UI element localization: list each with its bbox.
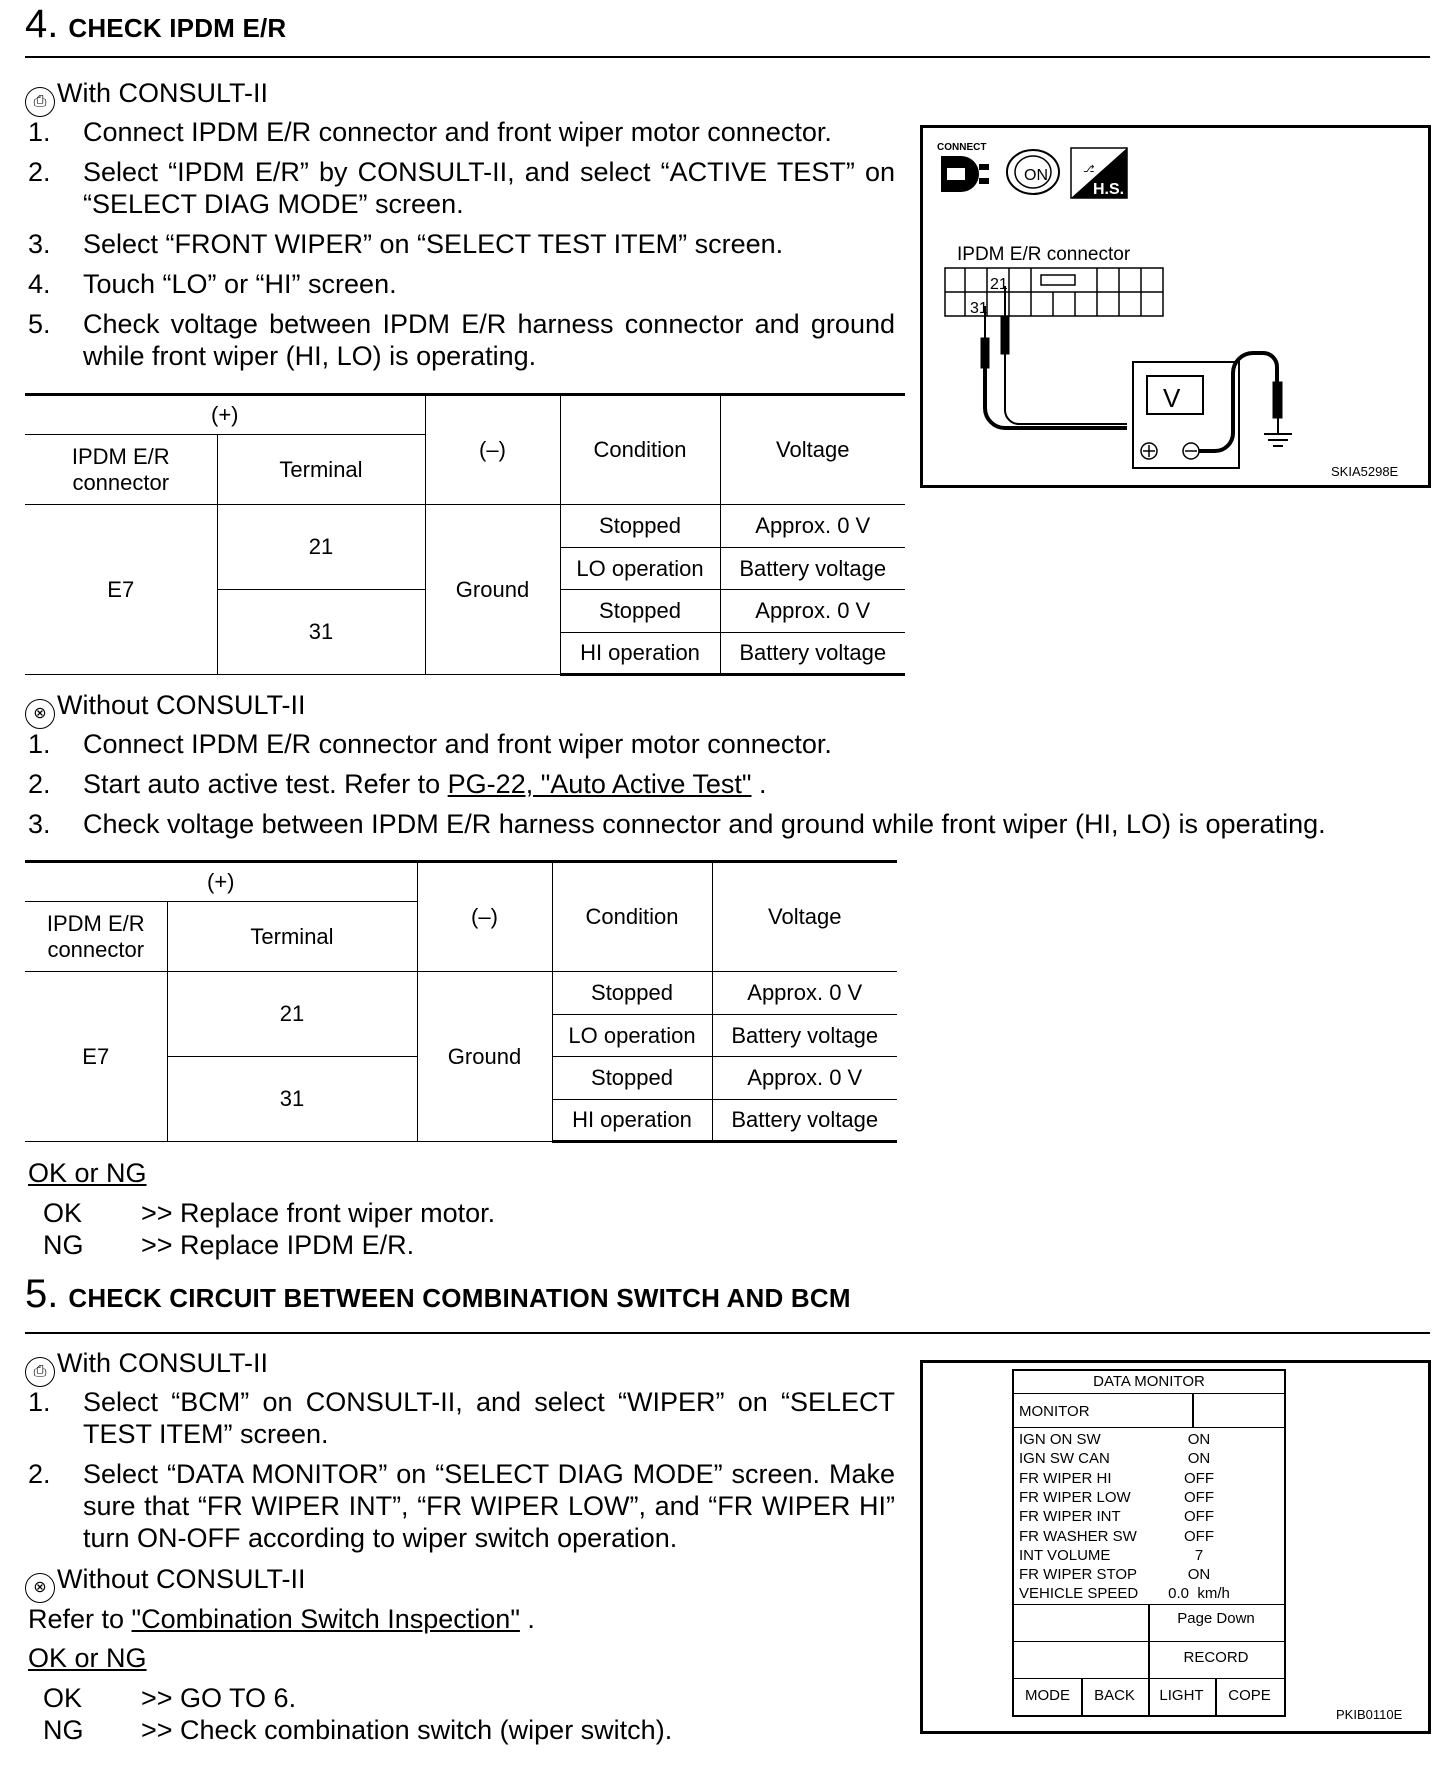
list-item: 1. Connect IPDM E/R connector and front wiper motor connector. <box>28 117 832 147</box>
monitor-item-value: 0.0 km/h <box>1168 1585 1230 1603</box>
connect-icon <box>937 142 989 192</box>
without-consult-heading <box>25 690 306 729</box>
monitor-item-name: FR WIPER HI <box>1019 1469 1112 1487</box>
terminal-cell: 21 <box>167 972 417 1057</box>
connector-header: IPDM E/R connector <box>25 902 167 972</box>
condition-cell: LO operation <box>560 548 720 590</box>
monitor-item-name: FR WIPER STOP <box>1019 1566 1138 1584</box>
step-4-heading <box>25 2 286 47</box>
terminal-cell: 31 <box>217 590 425 675</box>
step-title: CHECK IPDM E/R <box>68 13 287 43</box>
list-item: 3. Select “FRONT WIPER” on “SELECT TEST ITEM” screen. <box>28 229 784 259</box>
without-consult-label: Without CONSULT-II <box>57 690 306 720</box>
figure-code: PKIB0110E <box>1336 1707 1403 1722</box>
voltage-cell: Approx. 0 V <box>720 505 905 548</box>
monitor-item-value: 7 <box>1194 1546 1204 1564</box>
condition-cell: Stopped <box>552 972 712 1015</box>
condition-cell: Stopped <box>560 590 720 633</box>
list-item: 2. Select “IPDM E/R” by CONSULT-II, and select “ACTIVE TEST” on “SELECT DIAG MODE” screen. <box>28 157 895 219</box>
step-title: CHECK CIRCUIT BETWEEN COMBINATION SWITCH AND BCM <box>68 1283 851 1313</box>
monitor-item-name: FR WIPER INT <box>1019 1508 1121 1526</box>
refer-line: Refer to "Combination Switch Inspection" . <box>28 1604 535 1634</box>
voltage-cell: Battery voltage <box>720 633 905 675</box>
connector-cell: E7 <box>25 972 167 1142</box>
data-monitor-screen <box>1012 1369 1286 1717</box>
data-monitor-title: DATA MONITOR <box>1093 1373 1205 1390</box>
monitor-item-name: IGN ON SW <box>1019 1431 1101 1448</box>
voltage-cell: Approx. 0 V <box>712 1057 897 1100</box>
result-ng: NG >> Check combination switch (wiper switch). <box>43 1715 673 1745</box>
page-down-button[interactable]: Page Down <box>1177 1610 1255 1627</box>
voltmeter-icon <box>1133 362 1239 468</box>
monitor-item-name: VEHICLE SPEED <box>1019 1585 1139 1603</box>
light-button[interactable]: LIGHT <box>1159 1687 1204 1704</box>
with-consult-heading <box>25 78 268 117</box>
svg-text:CONNECT: CONNECT <box>937 142 987 153</box>
no-consult-icon: ⊗ <box>25 699 55 729</box>
copy-button[interactable]: COPE <box>1228 1687 1271 1704</box>
result-ok: OK >> Replace front wiper motor. <box>43 1198 496 1228</box>
connector-check-figure <box>920 125 1431 488</box>
with-consult-label: With CONSULT-II <box>57 1348 269 1378</box>
voltage-cell: Battery voltage <box>720 548 905 590</box>
ground-cell: Ground <box>417 972 552 1142</box>
without-consult-steps <box>25 728 1430 848</box>
monitor-label: MONITOR <box>1019 1403 1090 1420</box>
svg-text:V: V <box>1163 383 1181 413</box>
back-button[interactable]: BACK <box>1094 1687 1135 1704</box>
auto-active-test-link[interactable]: PG-22, "Auto Active Test" <box>447 769 752 799</box>
with-consult-label: With CONSULT-II <box>57 78 269 108</box>
pin-31-label: 31 <box>970 300 988 317</box>
minus-header: (–) <box>425 395 560 505</box>
condition-cell: Stopped <box>560 505 720 548</box>
record-button[interactable]: RECORD <box>1183 1649 1249 1666</box>
svg-text:ON: ON <box>1024 167 1048 184</box>
terminal-cell: 21 <box>217 505 425 590</box>
voltage-header: Voltage <box>712 862 897 972</box>
no-consult-icon: ⊗ <box>25 1573 55 1603</box>
condition-cell: HI operation <box>560 633 720 675</box>
monitor-item-name: INT VOLUME <box>1019 1546 1111 1564</box>
result-ng: NG >> Replace IPDM E/R. <box>43 1230 415 1260</box>
result-ok: OK >> GO TO 6. <box>43 1683 297 1713</box>
svg-text:⎇: ⎇ <box>1083 164 1095 175</box>
combination-switch-inspection-link[interactable]: "Combination Switch Inspection" <box>131 1604 520 1634</box>
monitor-item-value: ON <box>1187 1566 1211 1584</box>
figure-code: SKIA5298E <box>1331 464 1399 479</box>
condition-header: Condition <box>552 862 712 972</box>
terminal-header: Terminal <box>167 902 417 972</box>
connector-header: IPDM E/R connector <box>25 435 217 505</box>
ground-cell: Ground <box>425 505 560 675</box>
section-divider <box>25 1332 1430 1334</box>
step-5-heading <box>25 1272 851 1317</box>
monitor-item-value: OFF <box>1184 1527 1214 1545</box>
voltage-table-without-consult <box>25 860 897 1143</box>
connector-cell: E7 <box>25 505 217 675</box>
plus-header: (+) <box>25 395 425 435</box>
minus-header: (–) <box>417 862 552 972</box>
monitor-item-value: ON <box>1187 1450 1211 1468</box>
monitor-item-value: OFF <box>1184 1469 1214 1487</box>
monitor-item-value: ON <box>1187 1431 1211 1448</box>
ok-or-ng-label: OK or NG <box>28 1643 147 1673</box>
connector-label: IPDM E/R connector <box>957 244 1131 265</box>
terminal-cell: 31 <box>167 1057 417 1142</box>
list-item: 4. Touch “LO” or “HI” screen. <box>28 269 397 299</box>
voltage-cell: Battery voltage <box>712 1100 897 1142</box>
list-item: 5. Check voltage between IPDM E/R harness connector and ground while front wiper (HI, LO) is operating. <box>28 309 895 371</box>
ok-or-ng-label: OK or NG <box>28 1158 147 1188</box>
list-item: 2. Select “DATA MONITOR” on “SELECT DIAG MODE” screen. Make sure that “FR WIPER INT”, “FR WIPER LOW”, and “FR WIPER HI” turn ON-OFF according to wiper switch operation. <box>28 1459 895 1553</box>
condition-cell: LO operation <box>552 1015 712 1057</box>
with-consult-steps <box>25 1386 895 1562</box>
svg-text:H.S.: H.S. <box>1093 181 1125 198</box>
voltage-cell: Approx. 0 V <box>720 590 905 633</box>
connector-diagram <box>923 128 1428 485</box>
consult-icon: ⎙ <box>25 87 55 117</box>
list-item: 2. Start auto active test. Refer to PG-22, "Auto Active Test" . <box>28 769 767 799</box>
terminal-header: Terminal <box>217 435 425 505</box>
with-consult-heading <box>25 1348 268 1387</box>
monitor-item-value: OFF <box>1184 1488 1214 1506</box>
monitor-item-value: OFF <box>1184 1508 1214 1526</box>
ignition-on-icon <box>1007 150 1059 194</box>
mode-button[interactable]: MODE <box>1025 1687 1070 1704</box>
voltage-table-with-consult <box>25 393 905 676</box>
voltage-cell: Battery voltage <box>712 1015 897 1057</box>
monitor-item-name: FR WASHER SW <box>1019 1527 1137 1545</box>
voltage-cell: Approx. 0 V <box>712 972 897 1015</box>
condition-cell: Stopped <box>552 1057 712 1100</box>
meter-probes <box>981 286 1127 428</box>
without-consult-label: Without CONSULT-II <box>57 1564 306 1594</box>
section-divider <box>25 56 1430 58</box>
plus-header: (+) <box>25 862 417 902</box>
step-number: 5. <box>25 1272 59 1316</box>
consult-icon: ⎙ <box>25 1357 55 1387</box>
list-item: 3. Check voltage between IPDM E/R harness connector and ground while front wiper (HI, LO) is operating. <box>28 809 1326 839</box>
step-number: 4. <box>25 2 59 46</box>
condition-header: Condition <box>560 395 720 505</box>
pin-21-label: 21 <box>990 276 1008 293</box>
without-consult-heading <box>25 1564 306 1603</box>
monitor-item-name: IGN SW CAN <box>1019 1450 1110 1468</box>
list-item: 1. Connect IPDM E/R connector and front wiper motor connector. <box>28 729 832 759</box>
with-consult-steps <box>25 116 895 380</box>
list-item: 1. Select “BCM” on CONSULT-II, and select “WIPER” on “SELECT TEST ITEM” screen. <box>28 1387 895 1449</box>
monitor-item-name: FR WIPER LOW <box>1019 1488 1131 1506</box>
condition-cell: HI operation <box>552 1100 712 1142</box>
voltage-header: Voltage <box>720 395 905 505</box>
harness-side-icon <box>1071 148 1127 198</box>
